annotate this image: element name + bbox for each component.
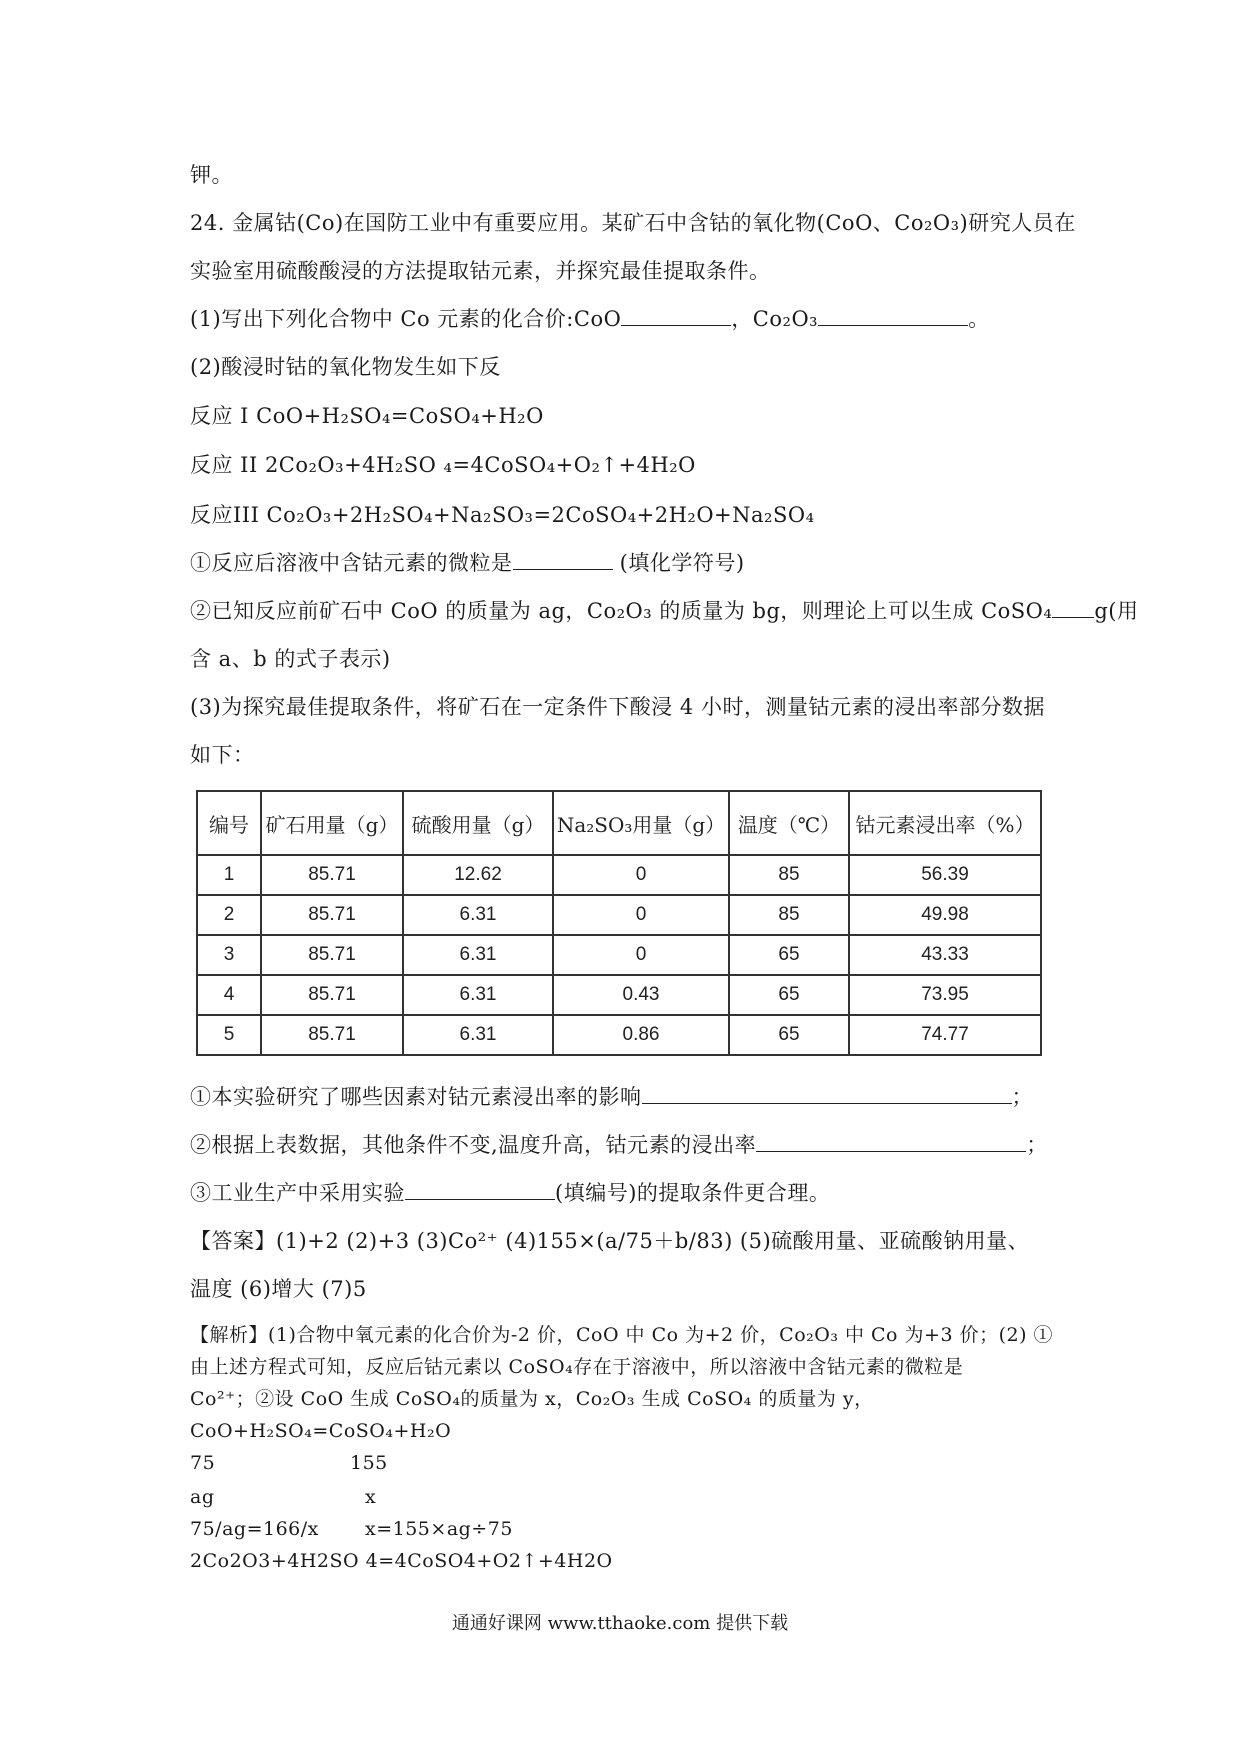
- question-item: [190, 596, 1138, 626]
- table-header-row: [197, 791, 1041, 855]
- table-cell: 5: [197, 1015, 261, 1055]
- answer-blank[interactable]: [818, 305, 968, 326]
- table-cell: 12.62: [403, 855, 553, 895]
- table-cell: 6.31: [403, 975, 553, 1015]
- table-cell: 85: [729, 895, 849, 935]
- calc-value: 155: [350, 1452, 388, 1474]
- answer-blank[interactable]: [1052, 597, 1094, 618]
- table-cell: 6.31: [403, 1015, 553, 1055]
- data-table: [196, 790, 1042, 1056]
- page-footer: 通通好课网 www.tthaoke.com 提供下载: [451, 1613, 789, 1634]
- table-cell: 0: [553, 935, 729, 975]
- reaction-1: 反应 I CoO+H₂SO₄=CoSO₄+H₂O: [190, 404, 544, 428]
- table-cell: 43.33: [849, 935, 1041, 975]
- table-row: [197, 895, 1041, 935]
- text-line: 含 a、b 的式子表示): [190, 647, 391, 671]
- table-cell: 0.86: [553, 1015, 729, 1055]
- text-segment: ；: [1011, 1085, 1033, 1109]
- calc-line: [190, 1484, 377, 1510]
- table-header: 硫酸用量（g）: [403, 791, 553, 855]
- answer-line: 温度 (6)增大 (7)5: [190, 1277, 367, 1301]
- table-cell: 56.39: [849, 855, 1041, 895]
- text-segment: ②已知反应前矿石中 CoO 的质量为 ag，Co₂O₃ 的质量为 bg，则理论上可以生成 CoSO₄: [190, 599, 1053, 623]
- analysis-line: 由上述方程式可知，反应后钴元素以 CoSO₄存在于溶液中，所以溶液中含钴元素的微粒是: [190, 1356, 964, 1378]
- analysis-line: Co²⁺；②设 CoO 生成 CoSO₄的质量为 x，Co₂O₃ 生成 CoSO₄ 的质量为 y，: [190, 1388, 874, 1410]
- table-row: [197, 855, 1041, 895]
- table-cell: 6.31: [403, 935, 553, 975]
- equation-line: CoO+H₂SO₄=CoSO₄+H₂O: [190, 1420, 452, 1442]
- table-cell: 49.98: [849, 895, 1041, 935]
- text-segment: ①反应后溶液中含钴元素的微粒是: [190, 551, 513, 575]
- table-cell: 85: [729, 855, 849, 895]
- calc-value: 75/ag=166/x: [190, 1518, 319, 1540]
- table-cell: 4: [197, 975, 261, 1015]
- table-header: Na₂SO₃用量（g）: [553, 791, 729, 855]
- table-row: [197, 935, 1041, 975]
- answer-blank[interactable]: [756, 1131, 1026, 1152]
- text-line: 实验室用硫酸酸浸的方法提取钴元素，并探究最佳提取条件。: [190, 259, 771, 283]
- table-cell: 65: [729, 935, 849, 975]
- text-segment: (填编号)的提取条件更合理。: [555, 1181, 831, 1205]
- question-item: [190, 1130, 1048, 1160]
- calc-value: x: [365, 1486, 377, 1508]
- calc-value: ag: [190, 1486, 215, 1508]
- table-cell: 0.43: [553, 975, 729, 1015]
- question-part-1: [190, 304, 990, 334]
- data-table-container: [196, 790, 1042, 1050]
- text-segment: ②根据上表数据，其他条件不变,温度升高，钴元素的浸出率: [190, 1133, 757, 1157]
- table-cell: 85.71: [261, 975, 403, 1015]
- text-segment: (1)写出下列化合物中 Co 元素的化合价:CoO: [190, 307, 622, 331]
- reaction-3: 反应III Co₂O₃+2H₂SO₄+Na₂SO₃=2CoSO₄+2H₂O+Na₂SO₄: [190, 503, 815, 527]
- table-row: [197, 1015, 1041, 1055]
- table-cell: 0: [553, 895, 729, 935]
- question-item: [190, 1178, 830, 1208]
- table-header: 温度（℃）: [729, 791, 849, 855]
- table-cell: 74.77: [849, 1015, 1041, 1055]
- table-cell: 6.31: [403, 895, 553, 935]
- table-cell: 73.95: [849, 975, 1041, 1015]
- calc-value: x=155×ag÷75: [365, 1518, 513, 1540]
- text-segment: ，Co₂O₃: [731, 307, 819, 331]
- calc-line: [190, 1450, 388, 1476]
- equation-line: 2Co2O3+4H2SO 4=4CoSO4+O2↑+4H2O: [190, 1550, 613, 1572]
- calc-line: [190, 1516, 513, 1542]
- text-segment: ①本实验研究了哪些因素对钴元素浸出率的影响: [190, 1085, 642, 1109]
- table-cell: 85.71: [261, 895, 403, 935]
- answer-blank[interactable]: [513, 549, 613, 570]
- text-segment: 。: [968, 307, 990, 331]
- text-segment: g(用: [1094, 599, 1139, 623]
- text-line: 如下：: [190, 743, 255, 767]
- answer-blank[interactable]: [621, 305, 731, 326]
- table-cell: 1: [197, 855, 261, 895]
- question-title: 24. 金属钴(Co)在国防工业中有重要应用。某矿石中含钴的氧化物(CoO、Co₂O₃)研究人员在: [190, 211, 1076, 235]
- table-cell: 3: [197, 935, 261, 975]
- table-header: 编号: [197, 791, 261, 855]
- table-cell: 0: [553, 855, 729, 895]
- answer-line: 【答案】(1)+2 (2)+3 (3)Co²⁺ (4)155×(a/75＋b/83) (5)硫酸用量、亚硫酸钠用量、: [190, 1229, 1030, 1253]
- table-cell: 85.71: [261, 855, 403, 895]
- table-cell: 65: [729, 1015, 849, 1055]
- calc-value: 75: [190, 1452, 216, 1474]
- text-line: 钾。: [190, 163, 233, 187]
- question-part-3: (3)为探究最佳提取条件，将矿石在一定条件下酸浸 4 小时，测量钴元素的浸出率部分数据: [190, 695, 1045, 719]
- answer-blank[interactable]: [405, 1179, 555, 1200]
- analysis-line: 【解析】(1)合物中氧元素的化合价为-2 价，CoO 中 Co 为+2 价，Co₂O₃ 中 Co 为+3 价；(2) ①: [190, 1324, 1054, 1346]
- question-item: [190, 548, 745, 578]
- text-line: (2)酸浸时钴的氧化物发生如下反: [190, 355, 501, 379]
- table-header: 钴元素浸出率（%）: [849, 791, 1041, 855]
- table-cell: 65: [729, 975, 849, 1015]
- table-cell: 85.71: [261, 935, 403, 975]
- text-segment: ③工业生产中采用实验: [190, 1181, 405, 1205]
- table-cell: 85.71: [261, 1015, 403, 1055]
- answer-blank[interactable]: [642, 1083, 1012, 1104]
- text-segment: (填化学符号): [612, 551, 745, 575]
- question-item: [190, 1082, 1033, 1112]
- table-row: [197, 975, 1041, 1015]
- table-cell: 2: [197, 895, 261, 935]
- table-header: 矿石用量（g）: [261, 791, 403, 855]
- text-segment: ；: [1026, 1133, 1048, 1157]
- reaction-2: 反应 II 2Co₂O₃+4H₂SO ₄=4CoSO₄+O₂↑+4H₂O: [190, 453, 696, 477]
